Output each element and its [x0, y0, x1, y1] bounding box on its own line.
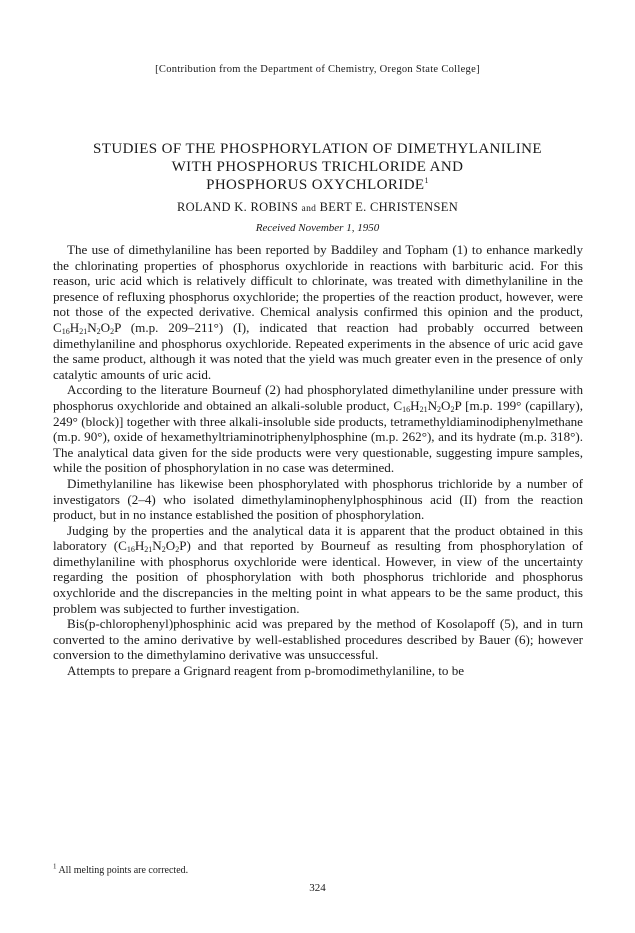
- footnote: [53, 862, 583, 876]
- formula-sub: 21: [79, 326, 88, 336]
- paragraph-2: [53, 382, 583, 476]
- paragraph-2-text-a: According to the literature Bourneuf (2) had phosphorylated dimethylaniline under pressure with phosphorus oxychloride and obtained an alkali-soluble product, C: [53, 382, 583, 413]
- formula-sub: 2: [110, 326, 115, 336]
- formula-part: P: [454, 397, 462, 413]
- paragraph-2-text-b: [m.p. 199° (capillary), 249° (block)] together with three alkali-insoluble side products, tetramethyldiaminodiphenylmethane (m.p. 90°), oxide of hexamethyltriaminotriphenylphosphine (m.p. 262°), and its hydrate (m.p. 318°). The analytical data given for the side products were very questionable, suggesting impure samples, while the position of phosphorylation in no case was determined.: [53, 397, 583, 476]
- page-number: 324: [309, 882, 326, 894]
- formula-sub: 21: [419, 404, 428, 414]
- title-footnote-marker: 1: [424, 176, 429, 185]
- paragraph-1: [53, 242, 583, 382]
- title-line-3-text: PHOSPHORUS OXYCHLORIDE: [206, 177, 425, 193]
- formula-sub: 2: [450, 404, 455, 414]
- formula-sub: 2: [437, 404, 442, 414]
- formula-part: P: [114, 319, 121, 335]
- title-line-2: WITH PHOSPHORUS TRICHLORIDE AND: [171, 159, 464, 175]
- formula-part: P: [179, 538, 187, 554]
- formula-sub: 2: [175, 545, 180, 555]
- paragraph-4-text-b: ) and that reported by Bourneuf as resulting from phosphorylation of dimethylaniline with phosphorus oxychloride were identical. However, in view of the uncertainty regarding the position of phosphorylation with both phosphorus trichloride and phosphorus oxychloride and the discrepancies in the melting point in what appears to be the same product, this problem was subjected to further investigation.: [53, 538, 583, 616]
- formula-sub: 16: [402, 404, 411, 414]
- article-title: [50, 140, 585, 194]
- paragraph-3: Dimethylaniline has likewise been phosphorylated with phosphorus trichloride by a number of investigators (2–4) who isolated dimethylaminophenylphosphinous acid (II) from the reaction product, but in no instance established the position of phosphorylation.: [53, 475, 583, 523]
- paragraph-4: [53, 523, 583, 617]
- paragraph-4-text-a: Judging by the properties and the analytical data it is apparent that the product obtained in this laboratory (C: [53, 522, 583, 554]
- title-line-3: [50, 176, 585, 194]
- footnote-marker: 1: [53, 862, 57, 871]
- title-line-1: STUDIES OF THE PHOSPHORYLATION OF DIMETHYLANILINE: [93, 141, 542, 157]
- formula-part: N: [427, 397, 438, 413]
- formula-part: O: [441, 397, 451, 413]
- received-date: Received November 1, 1950: [255, 222, 380, 234]
- paragraph-6: Attempts to prepare a Grignard reagent from p-bromodimethylaniline, to be: [67, 663, 465, 679]
- formula-part: H: [410, 397, 420, 413]
- formula-sub: 21: [144, 545, 153, 555]
- contribution-header: [Contribution from the Department of Chemistry, Oregon State College]: [155, 64, 480, 75]
- article-body: [53, 242, 583, 679]
- formula-part: H: [69, 319, 80, 335]
- formula-sub: 2: [161, 545, 166, 555]
- author-line: [60, 200, 575, 215]
- formula-part: O: [100, 319, 111, 335]
- paragraph-5: Bis(p-chlorophenyl)phosphinic acid was prepared by the method of Kosolapoff (5), and in turn converted to the amino derivative by well-established procedures described by Bauer (6); however conversion to the dimethylamino derivative was unsuccessful.: [53, 616, 583, 663]
- formula-part: H: [134, 538, 145, 554]
- formula-part: N: [152, 538, 162, 554]
- formula-sub: 16: [126, 545, 135, 555]
- author-conjunction: and: [301, 204, 317, 214]
- footnote-text: All melting points are corrected.: [56, 865, 189, 876]
- author-second: BERT E. CHRISTENSEN: [319, 200, 459, 214]
- paragraph-1-text-b: (m.p. 209–211°) (I), indicated that reaction had probably occurred between dimethylaniline and phosphorus oxychloride. Repeated experiments in the absence of uric acid gave the same product, although it was noted that the yield was much greater even in the presence of only catalytic amounts of uric acid.: [53, 319, 583, 382]
- paragraph-1-text-a: The use of dimethylaniline has been reported by Baddiley and Topham (1) to enhance markedly the chlorinating properties of phosphorus oxychloride in reactions with barbituric acid. For this reason, uric acid which is relatively difficult to chlorinate, was treated with dimethylaniline in the presence of refluxing phosphorus oxychloride; the properties of the reaction product, however, were not those of the expected derivative. Chemical analysis confirmed this opinion and the product, C: [53, 242, 583, 335]
- formula-sub: 16: [61, 326, 70, 336]
- formula-part: O: [165, 538, 176, 554]
- formula-part: N: [87, 319, 97, 335]
- formula-sub: 2: [96, 326, 101, 336]
- author-first: ROLAND K. ROBINS: [176, 200, 299, 214]
